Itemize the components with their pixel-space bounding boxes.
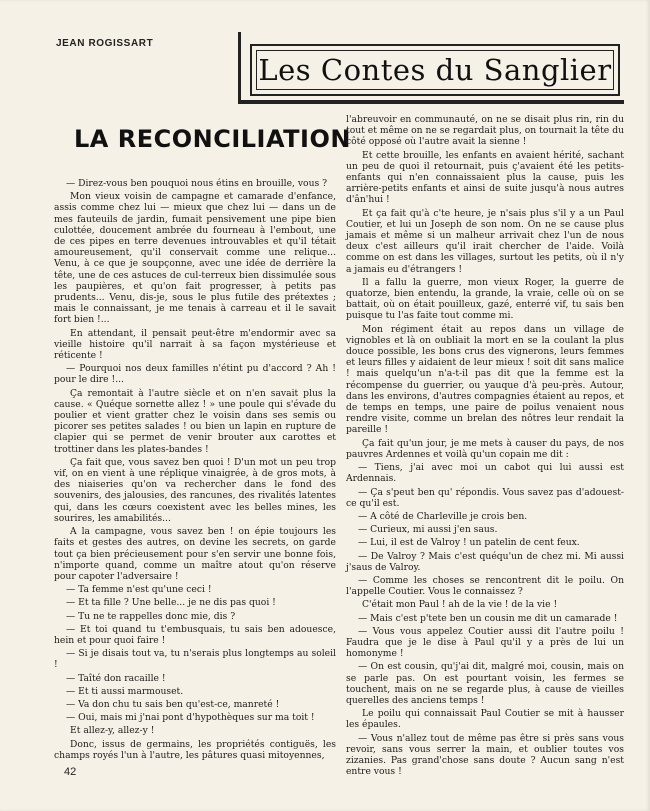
paragraph: En attendant, il pensait peut-être m'endormir avec sa vieille histoire qu'il narrait à sa façon mystérieuse et réticente ! — [54, 327, 336, 362]
paragraph: Et ça fait qu'à c'te heure, je n'sais plus s'il y a un Paul Coutier, et lui un Joseph de son nom. On ne se cause plus jamais et même si un malheur arrivait chez l'un de nous deux c'est ailleurs qu'il irait chercher de l'aide. Voilà comme on est dans les villages, surtout les petits, où il n'y a jamais eu d'étrangers ! — [346, 207, 624, 275]
paragraph: Ça remontait à l'autre siècle et on n'en savait plus la cause. « Quéque sornette allez ! » une poule qui s'évade du poulier et vient gratter chez le voisin dans ses semis ou picorer ses petites salades ! ou bien un lapin en rupture de clapier qui se permet de venir brouter aux carottes et trottiner dans les plates-bandes ! — [54, 387, 336, 455]
story-title: LA RECONCILIATION — [74, 125, 351, 153]
dialogue-line: — Si je disais tout va, tu n'serais plus longtemps au soleil ! — [54, 648, 336, 671]
paragraph: Mon régiment était au repos dans un village de vignobles et là on oubliait la mort en se la coulant la plus douce possible, les bons crus des vignerons, leurs femmes et leurs filles y aidaient de leur mieux ! soit dit sans malice ! mais quelqu'un n'a-t-il pas dit que la femme est la récompense du guerrier, ou yauque d'à peu-près. Autour, dans les environs, d'autres compagnies étaient au repos, et de temps en temps, une paire de poilus venaient nous rendre visite, comme un brelan des nôtres leur rendait la pareille ! — [346, 323, 624, 436]
header-rule-horizontal — [238, 100, 624, 104]
paragraph: Et allez-y, allez-y ! — [70, 725, 155, 737]
paragraph: — Direz-vous ben pouquoi nous étins en brouille, vous ? — [66, 178, 328, 189]
dialogue-line: — De Valroy ? Mais c'est quéqu'un de chez mi. Mi aussi j'saus de Valroy. — [346, 550, 624, 573]
paragraph: Et cette brouille, les enfants en avaient hérité, sachant un peu de quoi il retournait, puis ç'avaient été les petits-enfants qui n'en connaissaient plus la cause, puis les arrière-petits enfants et ainsi de suite jusqu'à nous autres d'ân'hui ! — [346, 149, 624, 206]
dialogue-line: — Taîté don racaille ! — [66, 672, 166, 684]
text-column-right — [346, 114, 624, 779]
dialogue-line: — Comme les choses se rencontrent dit le poilu. On l'appelle Coutier. Vous le connaissez ? — [346, 574, 624, 598]
paragraph: Le poilu qui connaissait Paul Coutier se mit à hausser les épaules. — [346, 708, 624, 731]
paragraph: Il a fallu la guerre, mon vieux Roger, la guerre de quatorze, bien entendu, la grande, la vraie, celle où on se battait, où on était pouilleux, gazé, enterré vif, tu sais ben puisque tu l'as faite tout comme mi. — [346, 276, 624, 322]
author-name: JEAN ROGISSART — [56, 38, 154, 49]
text-column-left — [54, 178, 336, 763]
dialogue-line: — Vous vous appelez Coutier aussi dit l'autre poilu ! Faudra que je le dise à Paul qu'il y a près de lui un homonyme ! — [346, 625, 624, 660]
section-title: Les Contes du Sanglier — [258, 53, 612, 87]
dialogue-line: — Vous n'allez tout de même pas être si près sans vous revoir, sans vous serrer la main, et oublier toutes vos zizanies. Pas grand'chose sans doute ? Aucun sang n'est entre vous ! — [346, 732, 624, 778]
dialogue-line: — Oui, mais mi j'nai pont d'hypothèques sur ma toit ! — [66, 712, 315, 724]
dialogue-line: — Lui, il est de Valroy ! un patelin de cent feux. — [358, 537, 580, 549]
page-number: 42 — [64, 766, 77, 778]
paragraph: Ça fait qu'un jour, je me mets à causer du pays, de nos pauvres Ardennes et voilà qu'un copain me dit : — [346, 437, 624, 460]
paragraph: Ça fait que, vous savez ben quoi ! D'un mot un peu trop vif, on en vient à une réplique vinaigrée, à de gros mots, à des niaiseries qu'on va rechercher dans le fond des souvenirs, des jalousies, des rancunes, des rivalités latentes qui, dans les cœurs coexistent avec les belles mines, les sourires, les amabilités... — [54, 456, 336, 524]
paragraph: Donc, issus de germains, les propriétés contiguës, les champs royés l'un à l'autre, les pâtures quasi mitoyennes, — [54, 738, 336, 761]
paragraph: C'était mon Paul ! ah de la vie ! de la vie ! — [362, 599, 558, 611]
dialogue-line: — Curieux, mi aussi j'en saus. — [358, 524, 498, 536]
dialogue-line: — A côté de Charleville je crois ben. — [358, 510, 528, 522]
section-title-box — [250, 44, 620, 96]
dialogue-line: — Et toi quand tu t'embusquais, tu sais ben adouesce, hein et pour quoi faire ! — [54, 623, 336, 646]
header-rule-vertical — [238, 32, 241, 102]
dialogue-line: — Tiens, j'ai avec moi un cabot qui lui aussi est Ardennais. — [346, 462, 624, 485]
dialogue-line: — On est cousin, qu'j'ai dit, malgré moi, cousin, mais on se parle pas. On est pourtant voisin, les fermes se touchent, mais on ne se regarde plus, à cause de vieilles querelles des anciens temps ! — [346, 661, 624, 706]
paragraph: A la campagne, vous savez ben ! on épie toujours les faits et gestes des autres, on devine les secrets, on garde tout ça bien précieusement pour s'en servir une bonne fois, n'importe quand, comme un maître atout qu'on réserve pour capoter l'adversaire ! — [54, 526, 336, 582]
dialogue-line: — Ta femme n'est qu'une ceci ! — [66, 584, 212, 596]
dialogue-line: — Ça s'peut ben qu' répondis. Vous savez pas d'adouest-ce qu'il est. — [346, 486, 624, 509]
dialogue-line: — Mais c'est p'tete ben un cousin me dit un camarade ! — [358, 612, 618, 624]
dialogue-line: — Va don chu tu sais ben qu'est-ce, manreté ! — [66, 698, 280, 710]
paragraph: l'abreuvoir en communauté, on ne se disait plus rin, rin du tout et même on ne se regardait plus, on tournait la tête du côté opposé où l'autre avait la sienne ! — [346, 114, 624, 148]
dialogue-line: — Tu ne te rappelles donc mie, dis ? — [66, 610, 236, 622]
paragraph: Mon vieux voisin de campagne et camarade d'enfance, assis comme chez lui — mieux que chez lui — dans un de mes fauteuils de jardin, fumait pensivement une pipe bien culottée, doucement ambrée du fourneau à l'embout, une de ces pipes en terre devenues introuvables et qu'il tétait amoureusement, qu'il conservait comme une relique... Venu, à ce que je soupçonne, avec une idée de derrière la tête, une de ces astuces de cul-terreux bien dissimulée sous les paupières, et qu'on fait progresser, à petits pas prudents... Venu, dis-je, sous le plus futile des prétextes ; mais le connaissant, je me tenais à carreau et il le savait fort bien !... — [54, 191, 336, 326]
dialogue-line: — Et ta fille ? Une belle... je ne dis pas quoi ! — [66, 597, 276, 609]
paragraph: — Pourquoi nos deux familles n'étint pu d'accord ? Ah ! pour le dire !... — [54, 363, 336, 386]
dialogue-line: — Et ti aussi marmouset. — [66, 685, 184, 697]
